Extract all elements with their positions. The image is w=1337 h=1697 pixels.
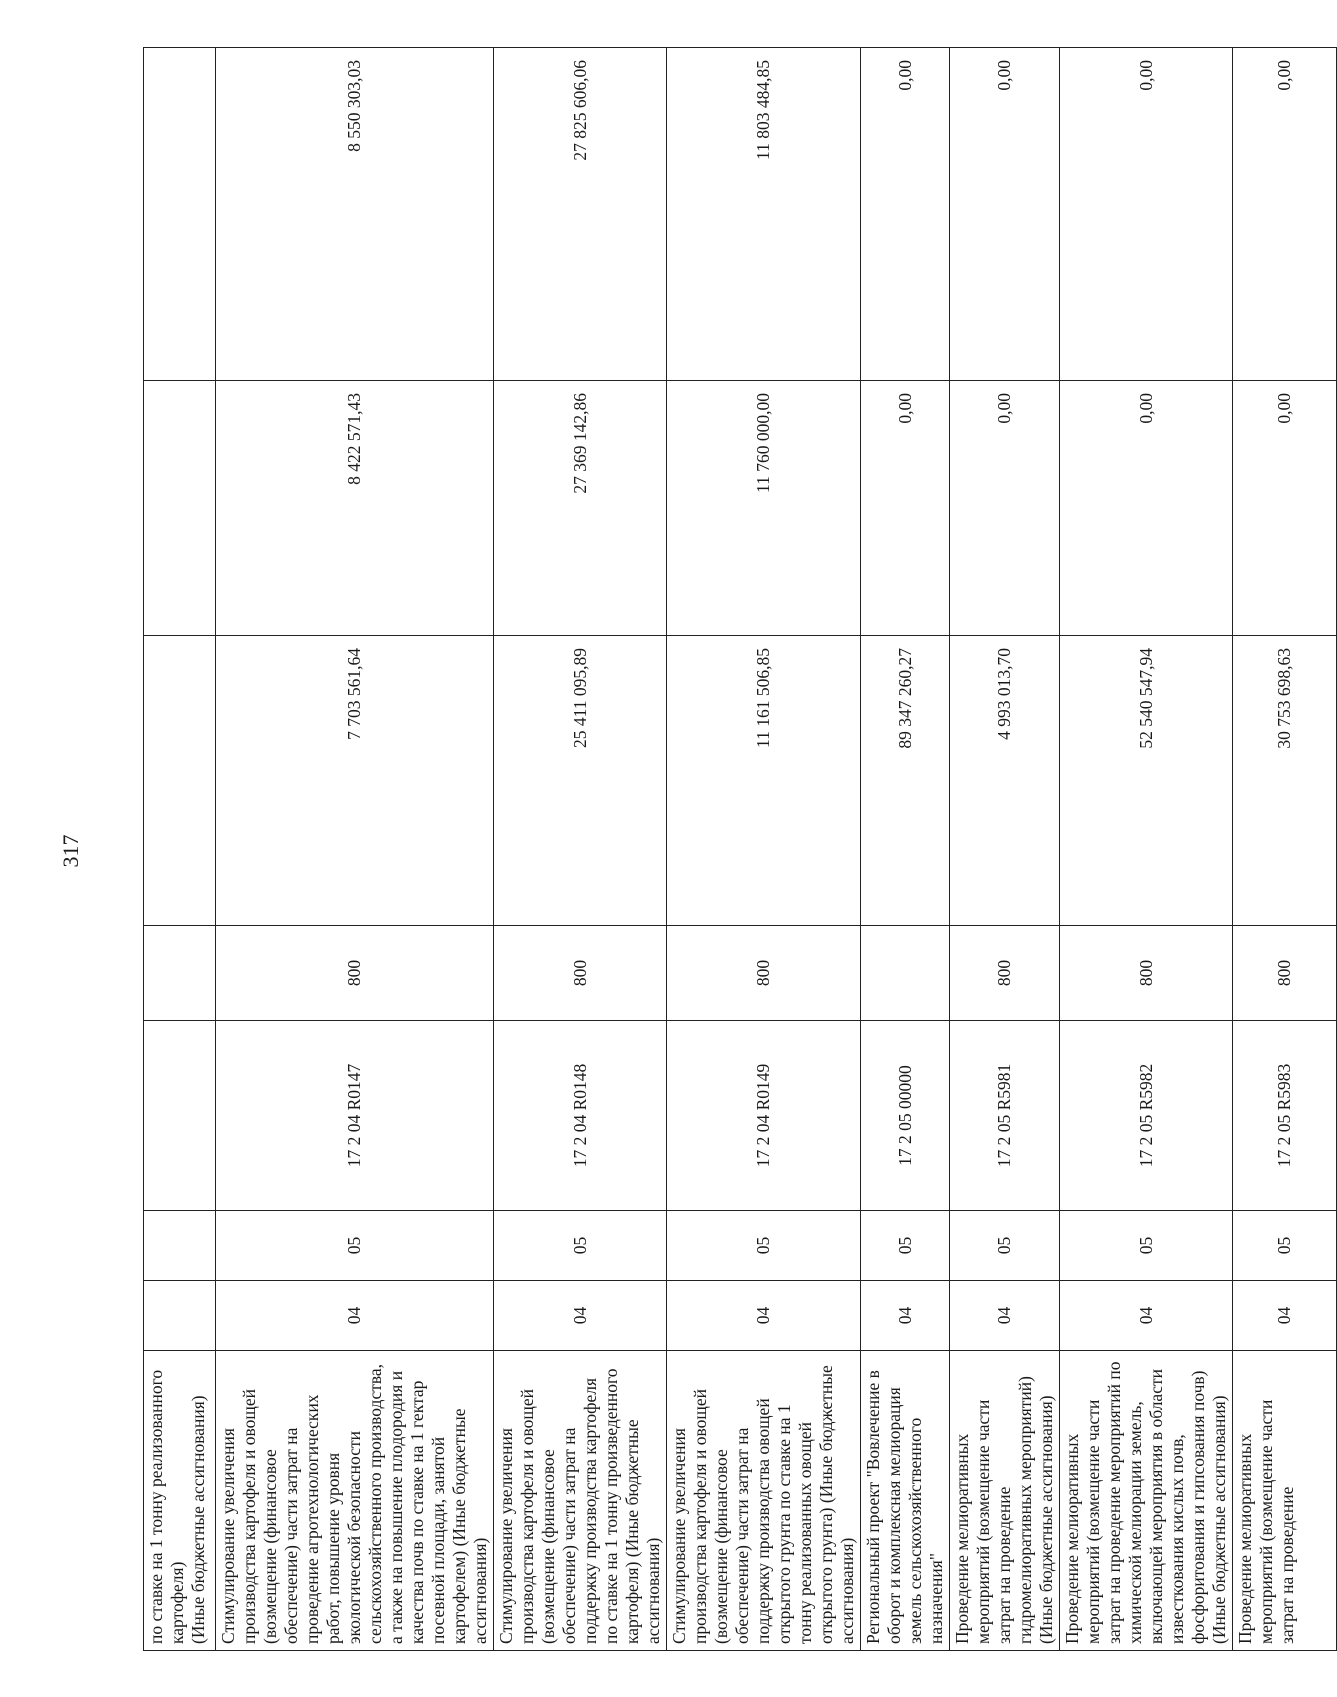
amount-year-3: 0,00	[950, 48, 1060, 381]
amount-year-3: 0,00	[1233, 48, 1337, 381]
target-article-code: 17 2 04 R0149	[667, 1021, 861, 1211]
amount-year-1: 89 347 260,27	[861, 636, 950, 926]
amount-year-2: 0,00	[1233, 381, 1337, 636]
expense-type-code: 800	[1060, 926, 1233, 1021]
amount-year-1: 30 753 698,63	[1233, 636, 1337, 926]
table-row	[216, 48, 494, 1651]
expense-type-code: 800	[667, 926, 861, 1021]
amount-year-3: 11 803 484,85	[667, 48, 861, 381]
section-code: 04	[861, 1281, 950, 1351]
section-code: 04	[1233, 1281, 1337, 1351]
expense-type-code: 800	[494, 926, 667, 1021]
amount-year-1	[144, 636, 216, 926]
amount-year-2: 8 422 571,43	[216, 381, 494, 636]
expense-type-code	[861, 926, 950, 1021]
row-description: Стимулирование увеличения производства картофеля и овощей (возмещение (финансовое обеспечение) части затрат на проведение агротехнологических работ, повышение уровня экологической безопасности сельскохозяйственного производства, а также на повышение плодородия и качества почв по ставке на 1 гектар посевной площади, занятой картофелем) (Иные бюджетные ассигнования)	[216, 1351, 494, 1651]
target-article-code: 17 2 04 R0147	[216, 1021, 494, 1211]
expense-type-code	[144, 926, 216, 1021]
amount-year-2	[144, 381, 216, 636]
amount-year-2: 0,00	[950, 381, 1060, 636]
amount-year-1: 25 411 095,89	[494, 636, 667, 926]
section-code	[144, 1281, 216, 1351]
expense-type-code: 800	[950, 926, 1060, 1021]
subsection-code: 05	[216, 1211, 494, 1281]
row-description: Проведение мелиоративных мероприятий (возмещение части затрат на проведение	[1233, 1351, 1337, 1651]
amount-year-1: 4 993 013,70	[950, 636, 1060, 926]
row-description: Стимулирование увеличения производства картофеля и овощей (возмещение (финансовое обеспечение) части затрат на поддержку производства овощей открытого грунта по ставке на 1 тонну реализованных овощей открытого грунта) (Иные бюджетные ассигнования)	[667, 1351, 861, 1651]
subsection-code: 05	[861, 1211, 950, 1281]
table-row	[1233, 48, 1337, 1651]
target-article-code: 17 2 05 R5983	[1233, 1021, 1337, 1211]
subsection-code	[144, 1211, 216, 1281]
section-code: 04	[216, 1281, 494, 1351]
rotated-page	[58, 48, 1297, 1651]
amount-year-2: 11 760 000,00	[667, 381, 861, 636]
target-article-code: 17 2 05 R5981	[950, 1021, 1060, 1211]
amount-year-2: 27 369 142,86	[494, 381, 667, 636]
section-code: 04	[950, 1281, 1060, 1351]
amount-year-3: 8 550 303,03	[216, 48, 494, 381]
page-number: 317	[58, 834, 83, 868]
subsection-code: 05	[950, 1211, 1060, 1281]
amount-year-1: 7 703 561,64	[216, 636, 494, 926]
target-article-code: 17 2 04 R0148	[494, 1021, 667, 1211]
table-row	[1060, 48, 1233, 1651]
amount-year-2: 0,00	[1060, 381, 1233, 636]
subsection-code: 05	[494, 1211, 667, 1281]
table-row	[144, 48, 216, 1651]
table-row	[494, 48, 667, 1651]
subsection-code: 05	[667, 1211, 861, 1281]
row-description: Стимулирование увеличения производства картофеля и овощей (возмещение (финансовое обеспечение) части затрат на поддержку производства картофеля по ставке на 1 тонну произведенного картофеля) (Иные бюджетные ассигнования)	[494, 1351, 667, 1651]
amount-year-3: 0,00	[1060, 48, 1233, 381]
row-description: Проведение мелиоративных мероприятий (возмещение части затрат на проведение гидромелиоративных мероприятий) (Иные бюджетные ассигнования)	[950, 1351, 1060, 1651]
expense-type-code: 800	[216, 926, 494, 1021]
table-row	[667, 48, 861, 1651]
subsection-code: 05	[1060, 1211, 1233, 1281]
amount-year-3	[144, 48, 216, 381]
amount-year-3: 27 825 606,06	[494, 48, 667, 381]
row-description: Проведение мелиоративных мероприятий (возмещение части затрат на проведение мероприятий по химической мелиорации земель, включающей мероприятия в области известкования кислых почв, фосфоритования и гипсования почв) (Иные бюджетные ассигнования)	[1060, 1351, 1233, 1651]
table-body	[144, 48, 1337, 1651]
subsection-code: 05	[1233, 1211, 1337, 1281]
amount-year-2: 0,00	[861, 381, 950, 636]
row-description: Региональный проект "Вовлечение в оборот и комплексная мелиорация земель сельскохозяйственного назначения"	[861, 1351, 950, 1651]
section-code: 04	[667, 1281, 861, 1351]
amount-year-1: 52 540 547,94	[1060, 636, 1233, 926]
table-row	[861, 48, 950, 1651]
section-code: 04	[494, 1281, 667, 1351]
target-article-code: 17 2 05 00000	[861, 1021, 950, 1211]
row-description: по ставке на 1 тонну реализованного картофеля) (Иные бюджетные ассигнования)	[144, 1351, 216, 1651]
expense-type-code: 800	[1233, 926, 1337, 1021]
amount-year-3: 0,00	[861, 48, 950, 381]
section-code: 04	[1060, 1281, 1233, 1351]
table-row	[950, 48, 1060, 1651]
amount-year-1: 11 161 506,85	[667, 636, 861, 926]
target-article-code	[144, 1021, 216, 1211]
budget-table	[143, 47, 1337, 1651]
target-article-code: 17 2 05 R5982	[1060, 1021, 1233, 1211]
